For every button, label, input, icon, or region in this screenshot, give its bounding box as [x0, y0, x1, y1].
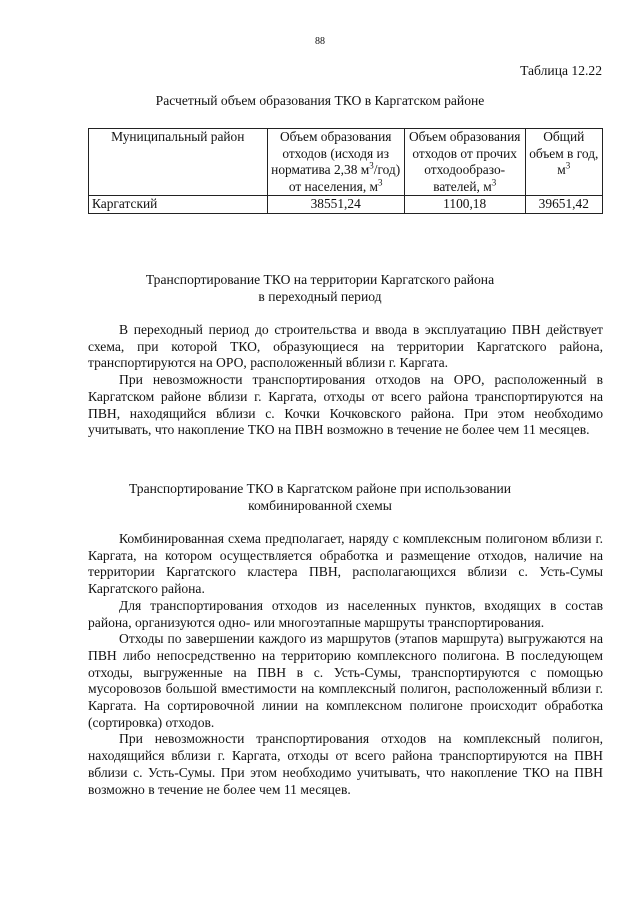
header-other-volume	[404, 129, 525, 196]
waste-volume-table	[88, 128, 603, 214]
table-title: Расчетный объем образования ТКО в Каргатском районе	[155, 93, 485, 108]
section2-body	[88, 531, 603, 798]
header-population-volume-text: Объем образования отходов (исходя из норматива 2,38 м	[271, 129, 392, 178]
header-total-volume-text: Общий объем в год, м	[529, 129, 599, 178]
section1-body	[88, 322, 603, 439]
page-number: 88	[315, 36, 325, 47]
section2-paragraph: Комбинированная схема предполагает, наряду с комплексным полигоном вблизи г. Каргата, на котором осуществляется обработка и размещение отходов, наличие на территории Каргатского кластера ПВН, располагающихся вблизи с. Усть-Сумы Каргатского района.	[88, 531, 603, 597]
section2-paragraph: При невозможности транспортирования отходов на комплексный полигон, находящийся вблизи г. Каргата, отходы от всего района транспортируются на ПВН вблизи с. Усть-Сумы. При этом необходимо учитывать, что накопление ТКО на ПВН возможно в течение не более чем 11 месяцев.	[88, 731, 603, 797]
section1-paragraph: При невозможности транспортирования отходов на ОРО, расположенный в Каргатском районе вблизи г. Каргата, отходы от всего района транспортируются на ПВН, находящийся вблизи с. Кочки Кочковского района. При этом необходимо учитывать, что накопление ТКО на ПВН возможно в течение не более чем 11 месяцев.	[88, 372, 603, 438]
header-total-volume	[525, 129, 602, 196]
section1-title-line1: Транспортирование ТКО на территории Каргатского района	[145, 272, 495, 287]
header-total-volume-sup: 3	[565, 160, 571, 171]
section2-paragraph: Отходы по завершении каждого из маршрутов (этапов маршрута) выгружаются на ПВН либо непосредственно на территорию комплексного полигона. В последующем отходы, выгруженные на ПВН в с. Усть-Сумы, транспортируются с помощью мусоровозов большой вместимости на комплексный полигон, расположенный вблизи г. Каргата. На сортировочной линии на комплексном полигоне происходит обработка (сортировка) отходов.	[88, 631, 603, 730]
header-population-volume-sup2: 3	[378, 177, 383, 188]
section2-title-line2: комбинированной схемы	[248, 497, 392, 513]
header-district: Муниципальный район	[89, 129, 268, 196]
header-population-volume-sup: 3	[369, 160, 374, 171]
section1-paragraph: В переходный период до строительства и ввода в эксплуатацию ПВН действует схема, при которой ТКО, образующиеся на территории Каргатского района, транспортируются на ОРО, расположенный вблизи г. Каргата.	[88, 322, 603, 371]
table-row	[89, 196, 603, 214]
section2-title	[0, 481, 640, 514]
header-other-volume-text: Объем образования отходов от прочих отходообразо-вателей, м	[408, 129, 521, 194]
cell-other: 1100,18	[404, 196, 525, 214]
header-other-volume-sup: 3	[491, 177, 497, 188]
header-population-volume	[267, 129, 404, 196]
header-population-volume-tail: /год) от населения, м	[288, 162, 401, 194]
cell-population: 38551,24	[267, 196, 404, 214]
section1-title-line2: в переходный период	[258, 288, 382, 304]
table-label: Таблица 12.22	[520, 63, 602, 78]
cell-total: 39651,42	[525, 196, 602, 214]
cell-district: Каргатский	[89, 196, 268, 214]
table-header-row	[89, 129, 603, 196]
section2-title-line1: Транспортирование ТКО в Каргатском районе при использовании	[128, 481, 512, 496]
section2-paragraph: Для транспортирования отходов из населенных пунктов, входящих в состав района, организуются одно- или многоэтапные маршруты транспортирования.	[88, 597, 603, 630]
section1-title	[0, 272, 640, 305]
